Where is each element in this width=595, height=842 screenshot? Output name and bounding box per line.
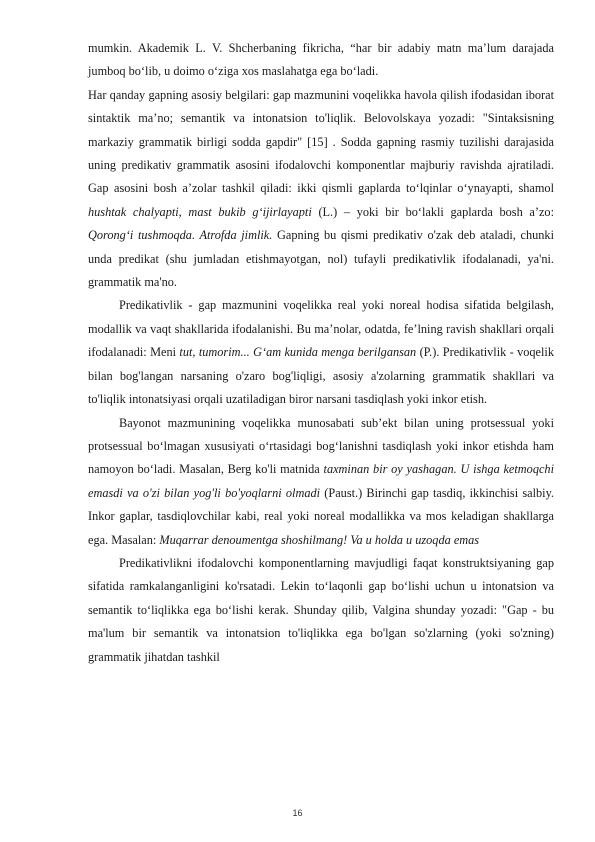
text-run: Gapning bu qismi predikativ o'zak deb ataladi, chunki unda predikat (shu jumladan etishmayotgan, nol) tufayli predikativlik ifodalanadi, ya'ni. grammatik ma'no. [88,228,554,290]
text-run: Predikativlik - gap mazmunini voqelikka real yoki noreal hodisa sifatida belgilash, modallik va vaqt shakllarida ifodalanishi. Bu ma’nolar, odatda, fe’lning ravish shakllari orqali ifodalanadi: Meni [88,298,554,360]
body-text [88,37,554,669]
italic-example-text: tut, tumorim... G‘am kunida menga berilgansan [179,345,417,360]
text-run: Predikativlikni ifodalovchi komponentlarning mavjudligi faqat konstruktsiyaning gap sifatida ramkalanganligini ko'rsatadi. Lekin to‘laqonli gap bo‘lishi uchun u intonatsion va semantik to‘liqlikka ega bo‘lishi kerak. Shunday qilib, Valgina shunday yozadi: "Gap - bu ma'lum bir semantik va intonatsion to'liqlikka ega bo'lgan so'zlarning (yoki so'zning) grammatik jihatdan tashkil [88,555,554,664]
italic-example-text: taxminan bir oy yashagan. U ishga ketmoqchi emasdi va o'zi bilan yog'li bo'yoqlarni olmadi [88,462,554,500]
text-run: (Paust.) Birinchi gap tasdiq, ikkinchisi salbiy. Inkor gaplar, tasdiqlovchilar kabi, real yoki noreal modallikka va mos keladigan shakllarga ega. Masalan: [88,485,555,547]
italic-example-text: hushtak chalyapti, mast bukib g‘ijirlayapti [88,204,312,219]
text-run: Bayonot mazmunining voqelikka munosabati sub’ekt bilan uning protsessual yoki protsessual bo‘lmagan xususiyati o‘rtasidagi bog‘lanishni tasdiqlash yoki inkor etishda ham namoyon bo‘ladi. Masalan, Berg ko'li matnida [88,415,554,477]
paragraph-5 [88,552,554,669]
text-run: Har qanday gapning asosiy belgilari: gap mazmunini voqelikka havola qilish ifodasidan iborat sintaktik ma’no; semantik va intonatsion to'liqlik. Belovolskaya yozadi: "Sintaksisning markaziy grammatik birligi sodda gapdir" [15] . Sodda gapning rasmiy tuzilishi darajasida uning predikativ grammatik asosini ifodalovchi komponentlar majburiy ravishda ajratiladi. Gap asosini bosh a’zolar tashkil qiladi: ikki qismli gaplarda to‘lqinlar o‘ynayapti, shamol [88,87,554,196]
italic-example-text: Muqarrar denoumentga shoshilmang! Va u holda u uzoqda emas [159,532,480,547]
italic-example-text: Qorong‘i tushmoqda. Atrofda jimlik. [88,228,273,243]
paragraph-1 [88,37,554,84]
paragraph-4 [88,412,554,552]
text-run: (P.). Predikativlik - voqelik bilan bog'langan narsaning o'zaro bog'liqligi, asosiy a'zolarning grammatik shakllari va to'liqlik intonatsiyasi orqali uzatiladigan biror narsani tasdiqlash yoki inkor etish. [88,345,554,407]
text-run: (L.) – yoki bir bo‘lakli gaplarda bosh a’zo: [311,204,554,219]
paragraph-3 [88,294,554,411]
paragraph-2 [88,84,554,295]
text-run: mumkin. Akademik L. V. Shcherbaning fikricha, “har bir adabiy matn ma’lum darajada jumboq bo‘lib, u doimo o‘ziga xos maslahatga ega bo‘ladi. [88,41,554,79]
page-number: 16 [292,808,303,818]
